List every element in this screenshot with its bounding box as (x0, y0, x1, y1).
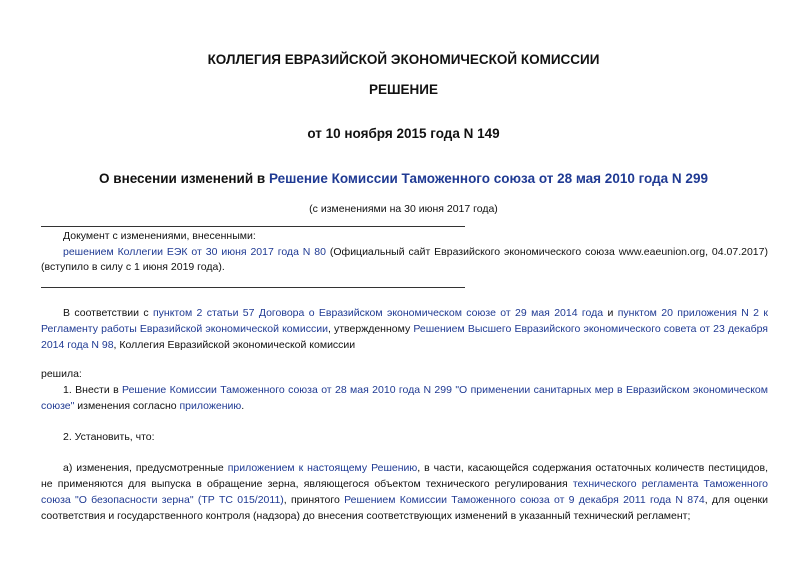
document-date-number: от 10 ноября 2015 года N 149 (307, 126, 500, 141)
title-prefix: О внесении изменений в (99, 171, 269, 186)
item-2a-text-2: , в части, касающейся содержания остаточных количеств пестицидов, не применяются для выпуска в обращение зерна, являющегося объектом технического регулирования (41, 462, 768, 490)
item-2: 2. Установить, что: (63, 431, 155, 443)
item-2a-text-3: , принятого (283, 494, 345, 506)
changes-note: (с изменениями на 30 июня 2017 года) (309, 203, 498, 215)
changes-intro: Документ с изменениями, внесенными: (63, 230, 256, 242)
grain-regulation-link[interactable]: технического регламента Таможенного союза "О безопасности зерна" (ТР ТС 015/2011) (41, 478, 769, 506)
annex-this-decision-link[interactable]: приложением к настоящему Решению (227, 462, 418, 474)
decision-874-link[interactable]: Решением Комиссии Таможенного союза от 9 декабря 2011 года N 874 (344, 494, 705, 506)
changes-decision-link[interactable]: решением Коллегии ЕЭК от 30 июня 2017 года N 80 (63, 246, 326, 258)
document-title (0, 171, 807, 186)
preamble-text-2: и (603, 307, 618, 319)
annex-link[interactable]: приложению (179, 400, 242, 412)
item-1-text-3: . (241, 400, 245, 412)
treaty-link[interactable]: пунктом 2 статьи 57 Договора о Евразийском экономическом союзе от 29 мая 2014 года (152, 307, 604, 319)
item-2a (41, 460, 768, 524)
item-1-text-1: 1. Внести в (63, 384, 123, 396)
decision-299-link[interactable]: Решение Комиссии Таможенного союза от 28 мая 2010 года N 299 "О применении санитарных мер в Евразийском экономическом союзе" (41, 384, 768, 412)
divider-bottom (41, 287, 465, 288)
preamble (41, 305, 768, 353)
divider-top (41, 226, 465, 227)
preamble-text-1: В соответствии с (63, 307, 153, 319)
document-type: РЕШЕНИЕ (368, 82, 439, 97)
council-decision-link[interactable]: Решением Высшего Евразийского экономического совета от 23 декабря 2014 года N 98 (41, 323, 768, 351)
item-1 (41, 382, 768, 414)
item-2a-text-1: а) изменения, предусмотренные (63, 462, 228, 474)
item-2a-text-4: , для оценки соответствия и государственного контроля (надзора) до внесения соответствующих изменений в указанный технический регламент; (41, 494, 768, 522)
title-link[interactable]: Решение Комиссии Таможенного союза от 28 мая 2010 года N 299 (268, 171, 708, 186)
regulation-link[interactable]: пунктом 20 приложения N 2 к Регламенту работы Евразийской экономической комиссии (41, 307, 768, 335)
item-1-text-2: изменения согласно (74, 400, 180, 412)
decided-label: решила: (41, 368, 82, 380)
changes-entry (41, 245, 768, 275)
changes-entry-rest: (Официальный сайт Евразийского экономического союза www.eaeunion.org, 04.07.2017) (вступило в силу с 1 июня 2019 года). (41, 246, 768, 273)
preamble-text-3: , утвержденному (327, 323, 414, 335)
preamble-text-4: , Коллегия Евразийской экономической комиссии (113, 339, 356, 351)
issuing-body: КОЛЛЕГИЯ ЕВРАЗИЙСКОЙ ЭКОНОМИЧЕСКОЙ КОМИССИИ (207, 52, 600, 67)
